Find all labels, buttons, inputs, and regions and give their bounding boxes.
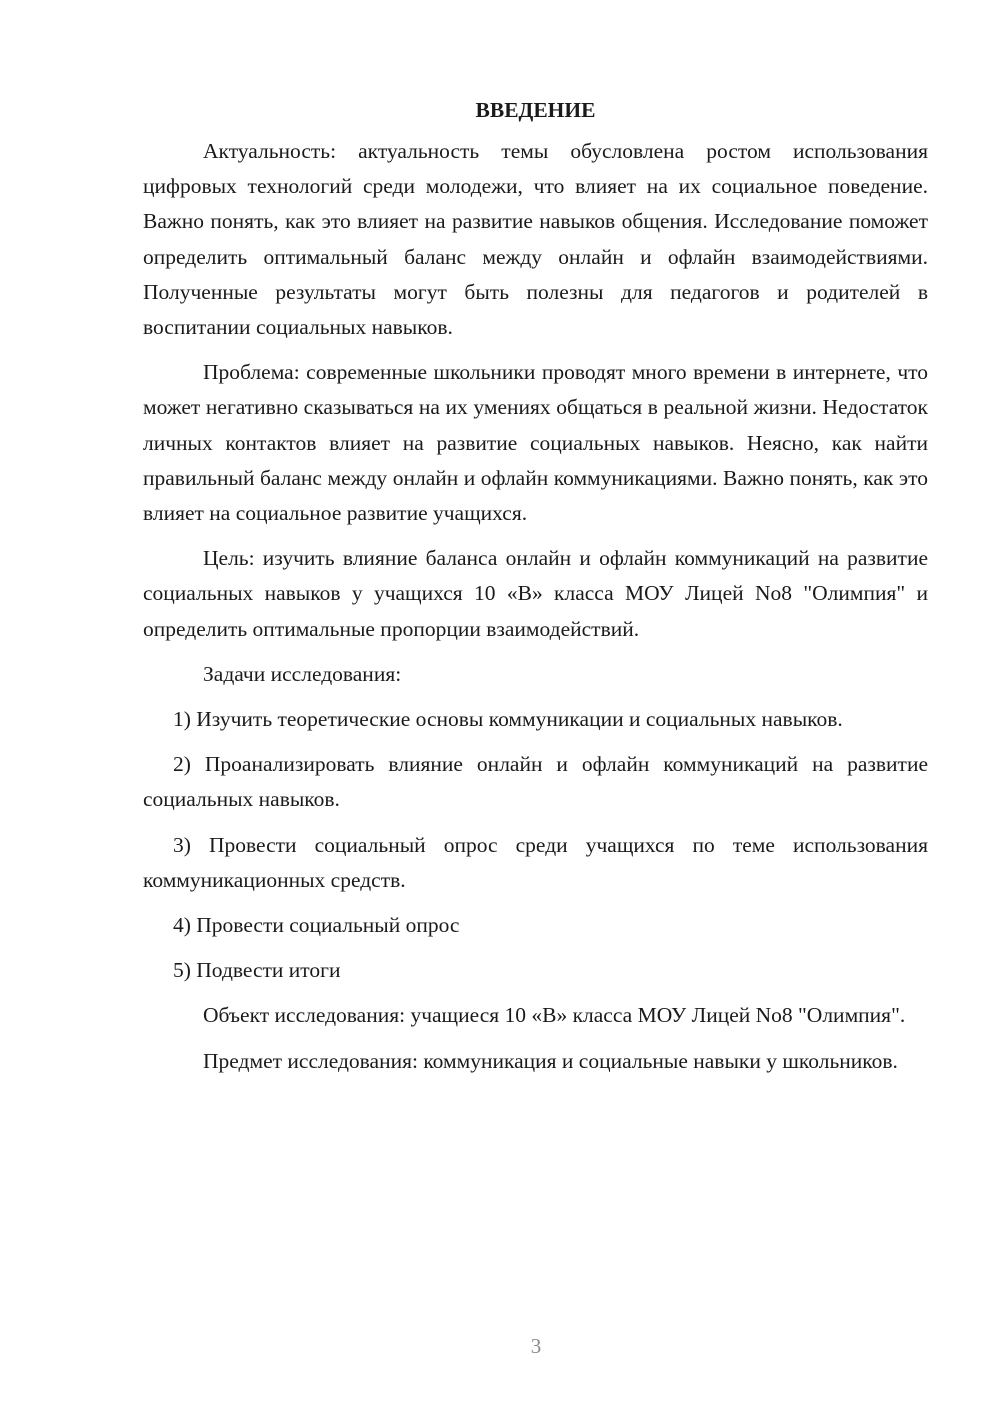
relevance-paragraph: Актуальность: актуальность темы обусловлена ростом использования цифровых технологий среди молодежи, что влияет на их социальное поведение. Важно понять, как это влияет на развитие навыков общения. Исследование поможет определить оптимальный баланс между онлайн и офлайн взаимодействиями. Полученные результаты могут быть полезны для педагогов и родителей в воспитании социальных навыков. bbox=[143, 139, 928, 340]
task-item-5: 5) Подвести итоги bbox=[173, 958, 341, 983]
task-item-2: 2) Проанализировать влияние онлайн и офлайн коммуникаций на развитие социальных навыков. bbox=[143, 752, 928, 812]
object-paragraph: Объект исследования: учащиеся 10 «В» класса МОУ Лицей No8 "Олимпия". bbox=[203, 1003, 906, 1028]
problem-paragraph: Проблема: современные школьники проводят много времени в интернете, что может негативно сказываться на их умениях общаться в реальной жизни. Недостаток личных контактов влияет на развитие социальных навыков. Неясно, как найти правильный баланс между онлайн и офлайн коммуникациями. Важно понять, как это влияет на социальное развитие учащихся. bbox=[143, 360, 928, 526]
subject-paragraph: Предмет исследования: коммуникация и социальные навыки у школьников. bbox=[203, 1048, 898, 1073]
tasks-heading: Задачи исследования: bbox=[203, 661, 402, 686]
section-title: ВВЕДЕНИЕ bbox=[475, 98, 596, 122]
page-number: 3 bbox=[530, 1334, 542, 1358]
document-page bbox=[143, 94, 928, 1089]
goal-paragraph: Цель: изучить влияние баланса онлайн и офлайн коммуникаций на развитие социальных навыков у учащихся 10 «В» класса МОУ Лицей No8 "Олимпия" и определить оптимальные пропорции взаимодействий. bbox=[143, 546, 928, 641]
task-item-4: 4) Провести социальный опрос bbox=[173, 913, 460, 938]
task-item-1: 1) Изучить теоретические основы коммуникации и социальных навыков. bbox=[173, 707, 843, 732]
task-item-3: 3) Провести социальный опрос среди учащихся по теме использования коммуникационных средств. bbox=[143, 832, 928, 892]
